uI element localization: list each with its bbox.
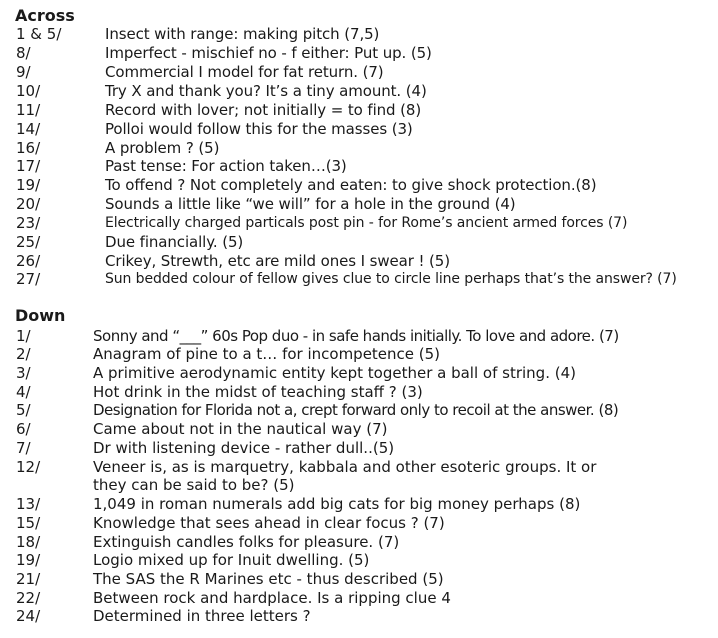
- clue-text: Designation for Florida not a, crept forward only to recoil at the answer. (8): [93, 401, 619, 419]
- clue-text: Crikey, Strewth, etc are mild ones I swear ! (5): [105, 252, 451, 270]
- clue-number: 23/: [16, 214, 41, 232]
- clue-number: 19/: [16, 551, 41, 569]
- clue-number: 8/: [16, 44, 31, 62]
- clue-text: Knowledge that sees ahead in clear focus ? (7): [93, 514, 445, 532]
- clue-number: 1/: [16, 327, 31, 345]
- clue-text: they can be said to be? (5): [93, 476, 295, 494]
- clue-text: A primitive aerodynamic entity kept together a ball of string. (4): [93, 364, 576, 382]
- clue-text: Sounds a little like “we will” for a hole in the ground (4): [105, 195, 516, 213]
- clue-text: Due financially. (5): [105, 233, 244, 251]
- clue-text: Extinguish candles folks for pleasure. (7): [93, 533, 400, 551]
- clue-number: 5/: [16, 401, 31, 419]
- clue-number: 7/: [16, 439, 31, 457]
- clue-number: 18/: [16, 533, 41, 551]
- clue-number: 2/: [16, 345, 31, 363]
- clue-text: Determined in three letters ?: [93, 607, 311, 625]
- clue-number: 15/: [16, 514, 41, 532]
- clue-text: Dr with listening device - rather dull..(5): [93, 439, 395, 457]
- clue-text: Try X and thank you? It’s a tiny amount. (4): [105, 82, 427, 100]
- clue-text: Imperfect - mischief no - f either: Put up. (5): [105, 44, 432, 62]
- clue-text: Insect with range: making pitch (7,5): [105, 25, 380, 43]
- clue-number: 27/: [16, 270, 41, 288]
- clue-text: Anagram of pine to a t… for incompetence (5): [93, 345, 441, 363]
- clue-number: 12/: [16, 458, 41, 476]
- clue-number: 19/: [16, 176, 41, 194]
- clue-number: 22/: [16, 589, 41, 607]
- clue-text: Came about not in the nautical way (7): [93, 420, 388, 438]
- clue-number: 17/: [16, 157, 41, 175]
- clue-text: Sonny and “___” 60s Pop duo - in safe hands initially. To love and adore. (7): [93, 327, 619, 345]
- clue-text: Veneer is, as is marquetry, kabbala and other esoteric groups. It or: [93, 458, 597, 476]
- clue-number: 3/: [16, 364, 31, 382]
- clue-text: Polloi would follow this for the masses (3): [105, 120, 413, 138]
- clue-text: Hot drink in the midst of teaching staff ? (3): [93, 383, 423, 401]
- clue-text: Between rock and hardplace. Is a ripping clue 4: [93, 589, 451, 607]
- clue-number: 4/: [16, 383, 31, 401]
- clue-number: 21/: [16, 570, 41, 588]
- clue-text: Sun bedded colour of fellow gives clue to circle line perhaps that’s the answer? (7): [105, 271, 677, 287]
- clue-text: Record with lover; not initially = to find (8): [105, 101, 422, 119]
- clue-number: 13/: [16, 495, 41, 513]
- down-heading: Down: [15, 306, 66, 325]
- clue-text: To offend ? Not completely and eaten: to give shock protection.(8): [105, 176, 597, 194]
- clue-number: 10/: [16, 82, 41, 100]
- clue-number: 26/: [16, 252, 41, 270]
- clue-number: 20/: [16, 195, 41, 213]
- clue-text: A problem ? (5): [105, 139, 220, 157]
- clue-number: 24/: [16, 607, 41, 625]
- clue-text: The SAS the R Marines etc - thus described (5): [93, 570, 444, 588]
- across-heading: Across: [15, 6, 75, 25]
- clue-number: 25/: [16, 233, 41, 251]
- clue-text: 1,049 in roman numerals add big cats for big money perhaps (8): [93, 495, 581, 513]
- clue-text: Logio mixed up for Inuit dwelling. (5): [93, 551, 370, 569]
- clue-text: Past tense: For action taken…(3): [105, 157, 347, 175]
- clue-number: 1 & 5/: [16, 25, 62, 43]
- clue-number: 16/: [16, 139, 41, 157]
- clue-text: Electrically charged particals post pin - for Rome’s ancient armed forces (7): [105, 215, 628, 231]
- clue-number: 11/: [16, 101, 41, 119]
- clue-text: Commercial I model for fat return. (7): [105, 63, 384, 81]
- clue-number: 6/: [16, 420, 31, 438]
- clue-number: 14/: [16, 120, 41, 138]
- clue-number: 9/: [16, 63, 31, 81]
